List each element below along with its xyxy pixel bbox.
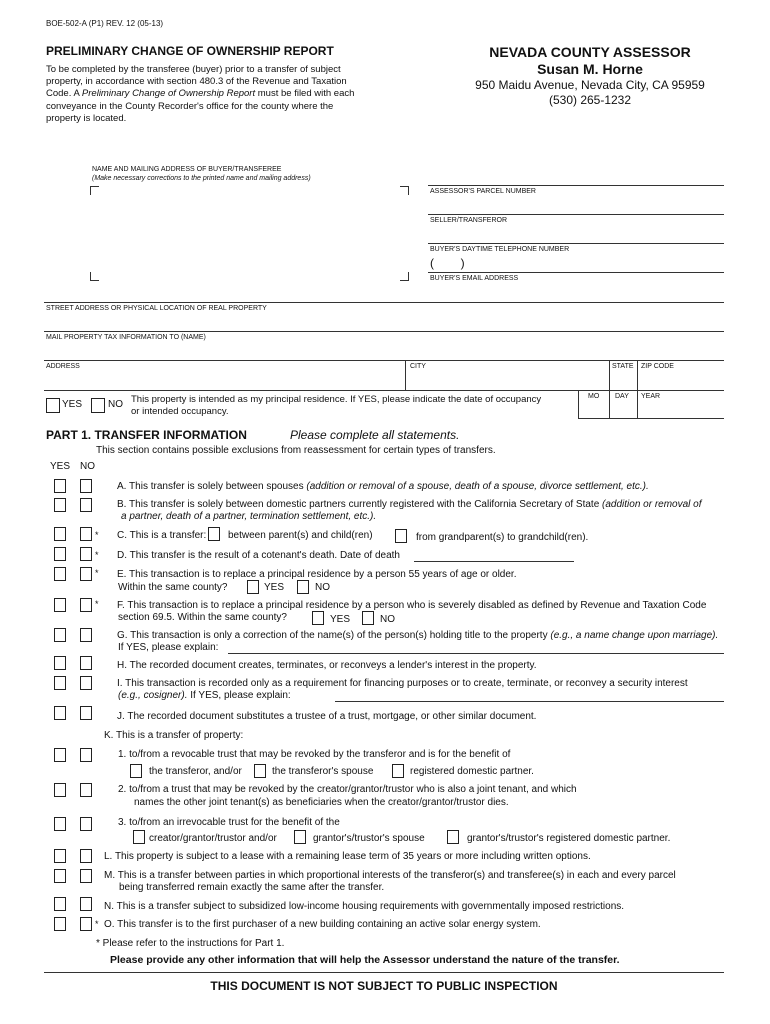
item-f: F. This transaction is to replace a principal residence by a person who is severely disabled as defined by Revenue and Taxation Code	[117, 600, 707, 611]
f-county-no-checkbox[interactable]	[362, 611, 374, 625]
k3-partner-label: grantor's/trustor's registered domestic partner.	[467, 833, 671, 844]
parcel-label: ASSESSOR'S PARCEL NUMBER	[430, 188, 536, 195]
e-no-checkbox[interactable]	[80, 567, 92, 581]
item-g-explain: If YES, please explain:	[118, 642, 219, 653]
f-county-yes-label: YES	[330, 614, 351, 625]
c-parent-child-label: between parent(s) and child(ren)	[228, 530, 373, 541]
day-label: DAY	[615, 393, 629, 400]
i-no-checkbox[interactable]	[80, 676, 92, 690]
item-b: B. This transfer is solely between domestic partners currently registered with the California Secretary of State (addition or removal of	[117, 499, 702, 510]
l-yes-checkbox[interactable]	[54, 849, 66, 863]
m-yes-checkbox[interactable]	[54, 869, 66, 883]
item-f-county: section 69.5. Within the same county?	[118, 612, 287, 623]
j-yes-checkbox[interactable]	[54, 706, 66, 720]
mail-tax-field[interactable]	[46, 343, 722, 359]
e-county-yes-label: YES	[264, 582, 285, 593]
e-asterisk: *	[95, 568, 99, 578]
part1-desc: This section contains possible exclusions from reassessment for certain types of transfers.	[96, 445, 496, 456]
email-label: BUYER'S EMAIL ADDRESS	[430, 275, 519, 282]
k3-creator-checkbox[interactable]	[133, 830, 145, 844]
item-k: K. This is a transfer of property:	[104, 730, 244, 741]
assessor-name: Susan M. Horne	[537, 61, 643, 77]
item-k1: 1. to/from a revocable trust that may be revoked by the transferor and is for the benefit of	[118, 749, 511, 760]
k3-yes-checkbox[interactable]	[54, 817, 66, 831]
d-asterisk: *	[95, 550, 99, 560]
c-no-checkbox[interactable]	[80, 527, 92, 541]
death-date-field[interactable]	[414, 561, 574, 562]
corner-tl	[90, 186, 99, 195]
item-l: L. This property is subject to a lease with a remaining lease term of 35 years or more including written options.	[104, 851, 591, 862]
n-no-checkbox[interactable]	[80, 897, 92, 911]
g-yes-checkbox[interactable]	[54, 628, 66, 642]
item-i: I. This transaction is recorded only as a requirement for financing purposes or to create, terminate, or reconvey a security interest	[117, 678, 688, 689]
phone-field[interactable]: ( )	[430, 256, 465, 270]
k1-spouse-label: the transferor's spouse	[272, 766, 374, 777]
k3-spouse-label: grantor's/trustor's spouse	[313, 833, 425, 844]
k3-partner-checkbox[interactable]	[447, 830, 459, 844]
residence-yes-checkbox[interactable]	[46, 398, 60, 413]
o-yes-checkbox[interactable]	[54, 917, 66, 931]
residence-text: This property is intended as my principal residence. If YES, please indicate the date of occupancy or intended occupancy.	[131, 394, 542, 417]
item-c: C. This is a transfer:	[117, 530, 207, 541]
residence-no-label: NO	[108, 399, 123, 410]
item-m: M. This is a transfer between parties in which proportional interests of the transferor(s) and transferee(s) in each and every parcel	[104, 870, 676, 881]
a-no-checkbox[interactable]	[80, 479, 92, 493]
seller-label: SELLER/TRANSFEROR	[430, 217, 508, 224]
k1-transferor-checkbox[interactable]	[130, 764, 142, 778]
i-yes-checkbox[interactable]	[54, 676, 66, 690]
city-label: CITY	[410, 363, 426, 370]
k2-no-checkbox[interactable]	[80, 783, 92, 797]
buyer-address-field[interactable]	[100, 196, 396, 270]
g-explain-field[interactable]	[228, 653, 724, 654]
footnote: * Please refer to the instructions for Part 1.	[96, 938, 285, 949]
address-label: ADDRESS	[46, 363, 80, 370]
k1-yes-checkbox[interactable]	[54, 748, 66, 762]
e-county-no-label: NO	[315, 582, 330, 593]
d-no-checkbox[interactable]	[80, 547, 92, 561]
b-no-checkbox[interactable]	[80, 498, 92, 512]
i-explain-field[interactable]	[335, 701, 724, 702]
k1-spouse-checkbox[interactable]	[254, 764, 266, 778]
assessor-phone: (530) 265-1232	[548, 93, 632, 107]
k3-spouse-checkbox[interactable]	[294, 830, 306, 844]
h-yes-checkbox[interactable]	[54, 656, 66, 670]
h-no-checkbox[interactable]	[80, 656, 92, 670]
mail-tax-label: MAIL PROPERTY TAX INFORMATION TO (NAME)	[46, 334, 206, 341]
item-n: N. This is a transfer subject to subsidized low-income housing requirements with governmentally imposed restrictions.	[104, 901, 625, 912]
c-asterisk: *	[95, 530, 99, 540]
yes-column-header: YES	[50, 461, 71, 472]
state-label: STATE	[612, 363, 634, 370]
item-k2: 2. to/from a trust that may be revoked by the creator/grantor/trustor who is also a joint tenant, and which	[118, 784, 577, 795]
item-e: E. This transaction is to replace a principal residence by a person 55 years of age or older.	[117, 569, 517, 580]
buyer-note: (Make necessary corrections to the printed name and mailing address)	[92, 175, 311, 182]
buyer-label: NAME AND MAILING ADDRESS OF BUYER/TRANSFEREE	[92, 166, 282, 173]
item-o: O. This transfer is to the first purchaser of a new building containing an active solar energy system.	[104, 919, 541, 930]
k1-partner-label: registered domestic partner.	[410, 766, 534, 777]
item-k2-cont: names the other joint tenant(s) as beneficiaries when the creator/grantor/trustor dies.	[134, 797, 509, 808]
c-grandparent-checkbox[interactable]	[395, 529, 407, 543]
f-yes-checkbox[interactable]	[54, 598, 66, 612]
e-county-no-checkbox[interactable]	[297, 580, 309, 594]
item-e-county: Within the same county?	[118, 582, 228, 593]
zip-label: ZIP CODE	[641, 363, 674, 370]
assessor-address: 950 Maidu Avenue, Nevada City, CA 95959	[475, 78, 705, 92]
residence-no-checkbox[interactable]	[91, 398, 105, 413]
part1-title: PART 1. TRANSFER INFORMATION	[46, 428, 247, 442]
item-m-cont: being transferred remain exactly the same after the transfer.	[119, 882, 385, 893]
o-no-checkbox[interactable]	[80, 917, 92, 931]
j-no-checkbox[interactable]	[80, 706, 92, 720]
mo-label: MO	[588, 393, 600, 400]
item-i-explain: (e.g., cosigner). If YES, please explain:	[118, 690, 291, 701]
c-grandparent-label: from grandparent(s) to grandchild(ren).	[416, 532, 589, 543]
year-label: YEAR	[641, 393, 661, 400]
item-b-cont: a partner, death of a partner, termination settlement, etc.).	[121, 511, 377, 522]
d-yes-checkbox[interactable]	[54, 547, 66, 561]
m-no-checkbox[interactable]	[80, 869, 92, 883]
a-yes-checkbox[interactable]	[54, 479, 66, 493]
k1-no-checkbox[interactable]	[80, 748, 92, 762]
g-no-checkbox[interactable]	[80, 628, 92, 642]
phone-label: BUYER'S DAYTIME TELEPHONE NUMBER	[430, 246, 570, 253]
street-label: STREET ADDRESS OR PHYSICAL LOCATION OF REAL PROPERTY	[46, 305, 267, 312]
no-column-header: NO	[80, 461, 95, 472]
corner-br	[400, 272, 409, 281]
footer-notice: THIS DOCUMENT IS NOT SUBJECT TO PUBLIC INSPECTION	[210, 979, 558, 993]
item-d: D. This transfer is the result of a cotenant's death. Date of death	[117, 550, 400, 561]
corner-bl	[90, 272, 99, 281]
form-title: PRELIMINARY CHANGE OF OWNERSHIP REPORT	[46, 44, 334, 58]
c-parent-child-checkbox[interactable]	[208, 527, 220, 541]
c-yes-checkbox[interactable]	[54, 527, 66, 541]
street-field[interactable]	[46, 314, 722, 330]
assessor-block	[440, 44, 740, 108]
assessor-office: NEVADA COUNTY ASSESSOR	[489, 44, 691, 60]
k1-transferor-label: the transferor, and/or	[149, 766, 242, 777]
item-a: A. This transfer is solely between spouses (addition or removal of a spouse, death of a spouse, divorce settlement, etc.).	[117, 481, 649, 492]
l-no-checkbox[interactable]	[80, 849, 92, 863]
item-g: G. This transaction is only a correction of the name(s) of the person(s) holding title to the property (e.g., a name change upon marriage).	[117, 630, 719, 641]
k3-creator-label: creator/grantor/trustor and/or	[149, 833, 277, 844]
n-yes-checkbox[interactable]	[54, 897, 66, 911]
b-yes-checkbox[interactable]	[54, 498, 66, 512]
instruction: Please provide any other information that will help the Assessor understand the nature of the transfer.	[110, 954, 620, 966]
k3-no-checkbox[interactable]	[80, 817, 92, 831]
intro-text: To be completed by the transferee (buyer) prior to a transfer of subject property, in accordance with section 480.3 of the Revenue and Taxation Code. A Preliminary Change of Ownership Report must be filed with each conveyance in the County Recorder's office for the county where the property is located.	[46, 64, 355, 124]
residence-yes-label: YES	[62, 399, 83, 410]
item-j: J. The recorded document substitutes a trustee of a trust, mortgage, or other similar document.	[117, 711, 537, 722]
form-id: BOE-502-A (P1) REV. 12 (05-13)	[46, 19, 164, 28]
f-county-no-label: NO	[380, 614, 395, 625]
part1-subtitle: Please complete all statements.	[290, 428, 460, 442]
item-k3: 3. to/from an irrevocable trust for the benefit of the	[118, 817, 340, 828]
k2-yes-checkbox[interactable]	[54, 783, 66, 797]
e-yes-checkbox[interactable]	[54, 567, 66, 581]
k1-partner-checkbox[interactable]	[392, 764, 404, 778]
corner-tr	[400, 186, 409, 195]
f-no-checkbox[interactable]	[80, 598, 92, 612]
f-asterisk: *	[95, 599, 99, 609]
o-asterisk: *	[95, 919, 99, 929]
f-county-yes-checkbox[interactable]	[312, 611, 324, 625]
e-county-yes-checkbox[interactable]	[247, 580, 259, 594]
item-h: H. The recorded document creates, terminates, or reconveys a lender's interest in the property.	[117, 660, 537, 671]
